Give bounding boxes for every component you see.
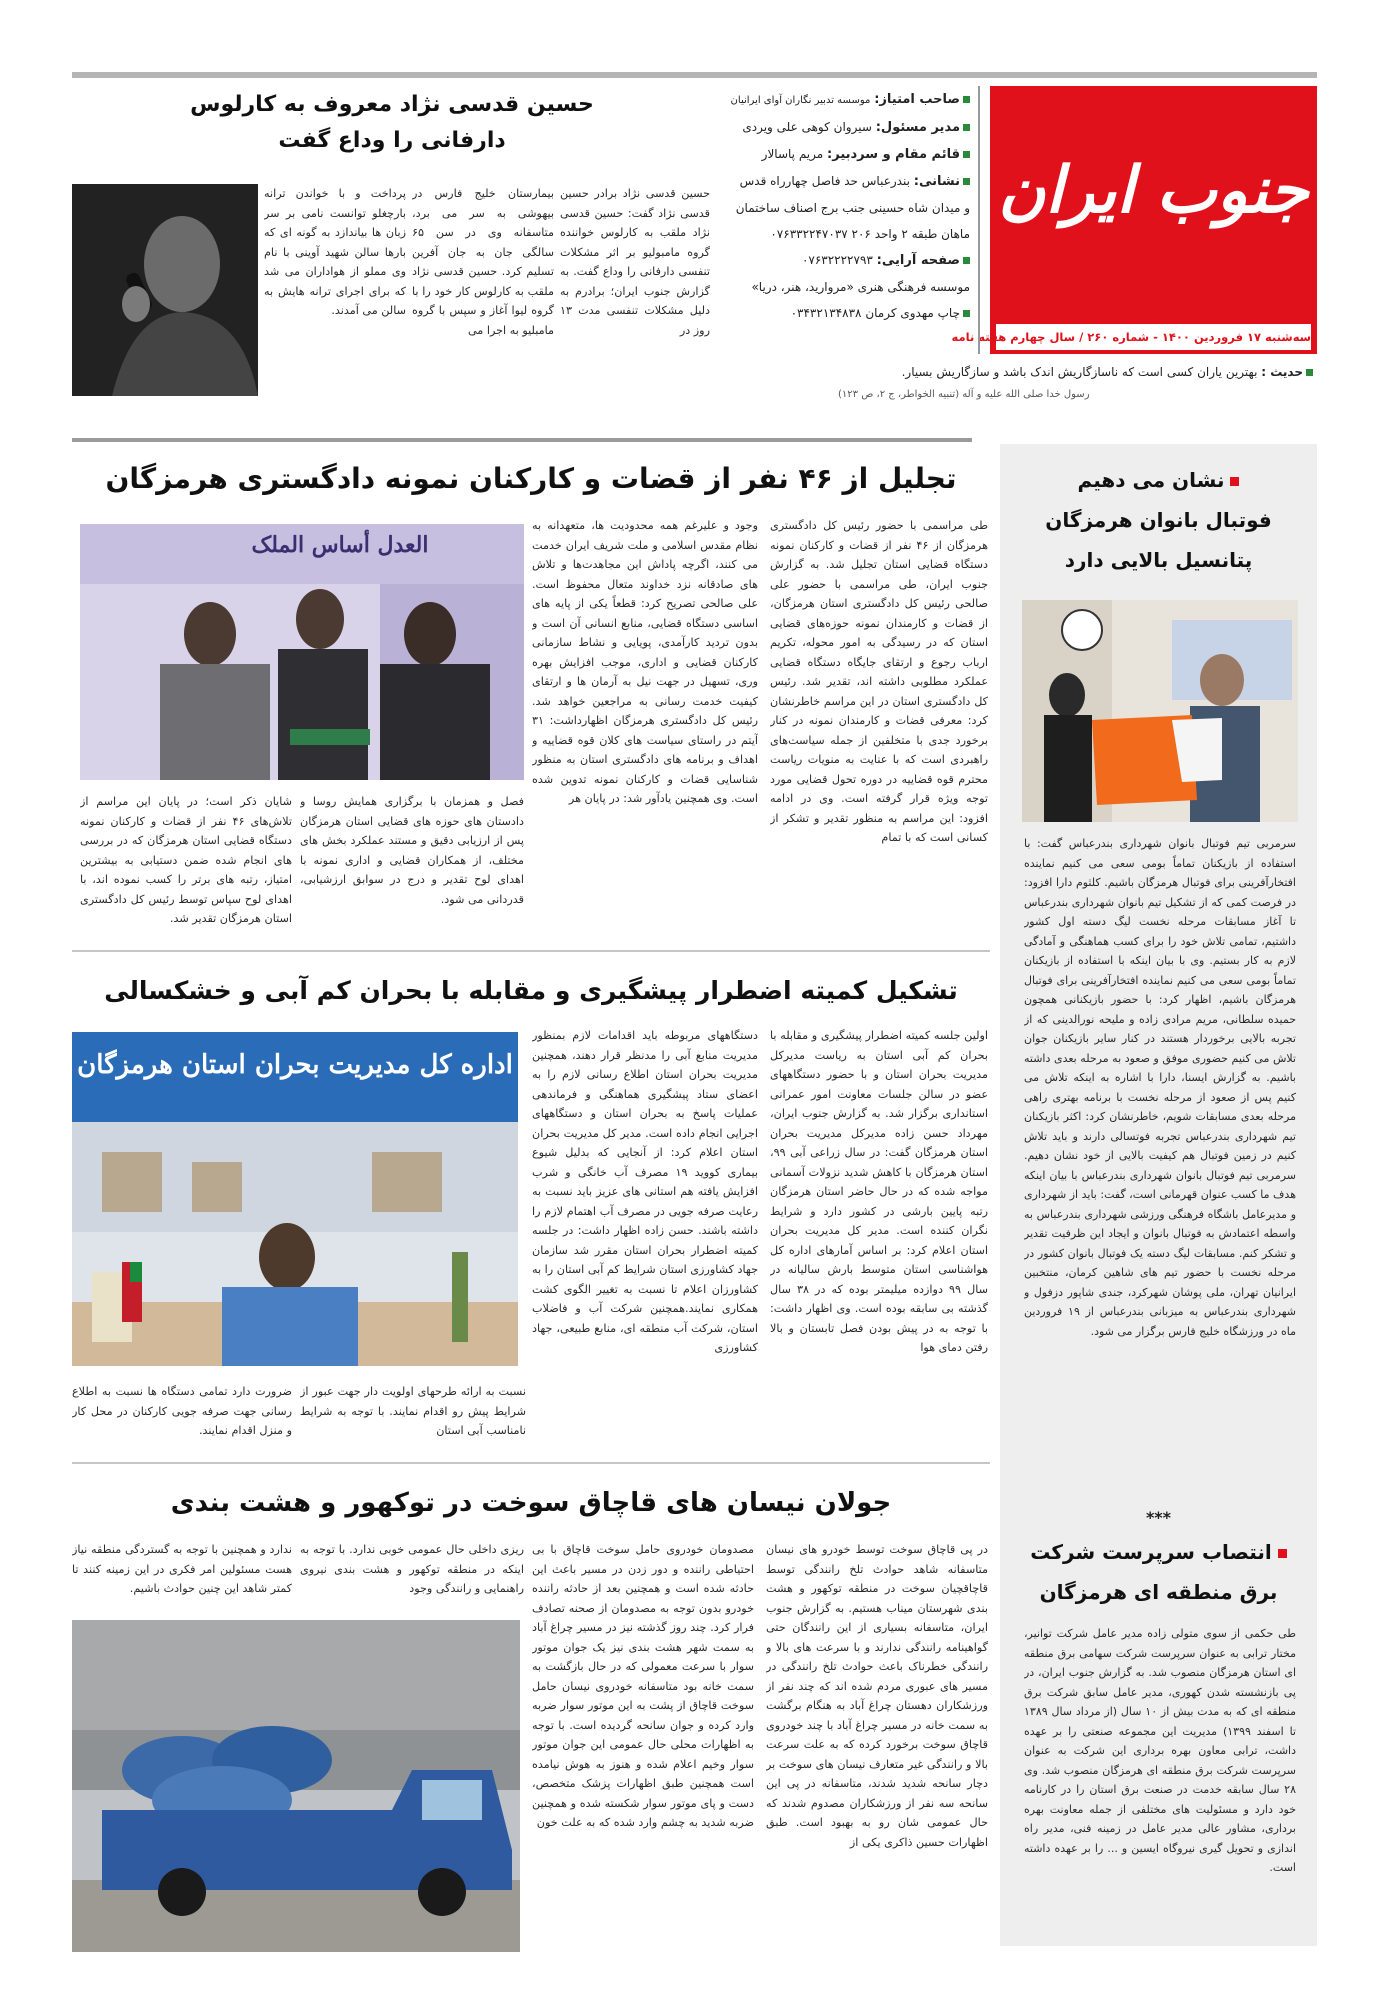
layout-org: موسسه فرهنگی هنری «مروارید، هنر، دریا» <box>751 280 970 294</box>
water-col-1: اولین جلسه کمیته اضطرار پیشگیری و مقابله با بحران کم آبی استان به ریاست مدیرکل مدیریت بحران استان و با حضور دستگاههای عضو در سالن جلسات معاونت امور عمرانی استانداری برگزار شد. به گزارش جنوب ایران، مهرداد حسن زاده مدیرکل مدیریت بحران استان هرمزگان گفت: در سال زراعی آبی ۹۹، استان هرمزگان با کاهش شدید نزولات آسمانی مواجه شده که در حال حاضر استان هرمزگان رتبه پایین بارشی در کشور دارد و شرایط نگران کننده است. مدیر کل مدیریت بحران استان اعلام کرد: بر اساس آمارهای اداره کل هواشناسی استان متوسط بارش سالیانه در سال ۹۹ دوازده میلیمتر بوده که در ۳۸ سال گذشته بی سابقه بوده است. وی اظهار داشت: با توجه به در پیش بودن فصل تابستان و بالا رفتن دمای هوا <box>770 1029 988 1354</box>
section-rule <box>72 950 990 952</box>
fuel-col-3: ریزی داخلی حال عمومی خوبی ندارد. با توجه به اینکه در منطقه توکهور و هشت بندی نیروی راهنمایی و رانندگی وجود <box>300 1543 524 1595</box>
director: سیروان کوهی علی ویردی <box>742 120 872 134</box>
water-col-3: نسبت به ارائه طرحهای اولویت دار جهت عبور از شرایط پیش رو اقدام نمایند. با توجه به شرایط نامناسب آبی استان <box>300 1385 526 1437</box>
judiciary-col-1: طی مراسمی با حضور رئیس کل دادگستری هرمزگان از ۴۶ نفر از قضات و کارکنان نمونه دستگاه قضایی استان تجلیل شد. به گزارش جنوب ایران، طی مراسمی با حضور علی صالحی رئیس کل دادگستری استان هرمزگان، از قضات و کارمندان نمونه حوزه‌های قضایی استان که در رسیدگی به امور محوله، تکریم ارباب رجوع و ارتقای جایگاه دستگاه قضایی عملکرد مطلوبی داشته اند، تقدیر شد. رئیس کل دادگستری استان در این مراسم خاطرنشان کرد: معرفی قضات و کارمندان نمونه در کنار برخورد جدی با متخلفین از جمله سیاست‌های راهبردی است که با عنایت به منویات ریاست محترم قوه قضاییه در دوره تحول قضایی مورد توجه ویژه قرار گرفته است. وی در ادامه افزود: این مراسم به منظور تقدیر و تشکر از کسانی است که با تمام <box>770 519 988 844</box>
top-rule <box>72 72 1317 78</box>
judiciary-col-3: فصل و همزمان با برگزاری همایش روسا و دادستان های حوزه های قضایی استان هرمزگان پس از ارزیابی دقیق و مستند عملکرد بخش های مختلف، از همکاران قضایی و اداری نمونه با اهدای لوح تقدیر و درج در سوابق ارزشیابی، قدردانی می شود. <box>300 795 524 906</box>
carlos-photo <box>72 184 258 396</box>
hadith <box>718 360 1317 416</box>
address-line-1: بندرعباس حد فاصل چهارراه قدس <box>739 174 910 188</box>
bullet-icon <box>963 310 970 317</box>
hadith-text: بهترین یاران کسی است که ناسازگاریش اندک باشد و سازگاریش بسیار. <box>901 365 1258 379</box>
issue-line <box>951 324 1311 350</box>
square-bullet-icon <box>1278 1549 1287 1558</box>
power-headline-2: برق منطقه ای هرمزگان <box>1039 1580 1278 1604</box>
layout-phone: ۰۷۶۳۲۲۲۲۷۹۳ <box>801 253 873 267</box>
masthead-logo: جنوب ایران <box>998 153 1309 228</box>
judiciary-headline: تجلیل از ۴۶ نفر از قضات و کارکنان نمونه دادگستری هرمزگان <box>105 462 957 495</box>
section-rule <box>72 438 972 442</box>
publisher: موسسه تدبیر نگاران آوای ایرانیان <box>730 95 871 106</box>
bullet-icon <box>963 96 970 103</box>
top-headline-1: حسین قدسی نژاد معروف به کارلوس <box>190 92 594 117</box>
bullet-icon <box>963 151 970 158</box>
judiciary-photo <box>80 524 524 780</box>
issue-line-text: سه‌شنبه ۱۷ فروردین ۱۴۰۰ - شماره ۲۶۰ / سال چهارم هفته نامه <box>951 330 1311 344</box>
fuel-photo <box>72 1620 520 1952</box>
football-body: سرمربی تیم فوتبال بانوان شهرداری بندرعباس گفت: با استفاده از بازیکنان تماماً بومی سعی می کنیم نماینده افتخارآفرینی برای فوتبال هرمزگان باشیم. کلثوم دارا افزود: در فرصت کمی که از تشکیل تیم بانوان شهرداری بندرعباس تا آغاز مسابقات مرحله نخست لیگ دسته اول کشور داشتیم، تمامی تلاش خود را برای کسب هماهنگی و آمادگی لازم به کار بستیم. وی با بیان اینکه با استفاده از بازیکنان تماماً بومی سعی می کنیم نماینده افتخارآفرینی برای فوتبال هرمزگان باشیم، اظهار کرد: با حضور بازیکنانی همچون حمیده سلطانی، مریم مرادی زاده و ملیحه نورالدینی که از تجربه بالایی برخوردار هستند در کنار سایر بازیکنان جوان تلاش می کنیم حضوری موفق و صعود به مرحله بعدی داشته باشیم. به گزارش ایسنا، دارا با اشاره به اینکه تلاش می کنیم پس از صعود از مرحله نخست با برنامه بهتری راهی مرحله بعدی مسابقات شویم، خاطرنشان کرد: اکثر بازیکنان تیم شهرداری بندرعباس تجربه فوتسالی دارند و باید تلاش کنیم در زمین فوتبال هم کیفیت بالایی از خود نشان دهیم. سرمربی تیم فوتبال بانوان شهرداری بندرعباس با بیان اینکه هدف ما کسب عنوان قهرمانی است، گفت: باید از شهرداری و مدیرعامل باشگاه فرهنگی ورزشی شهرداری بندرعباس به واسطه اعتمادش به فوتبال بانوان و ایجاد این ظرفیت تقدیر و تشکر کنم. مسابقات لیگ دسته یک فوتبال بانوان کشور در مرحله نخست با حضور تیم های شاهین کرمان، منتخبین ایرانیان تهران، ملی پوشان شهرکرد، جندی شاپور دزفول و شهرداری بندرعباس به میزبانی بندرعباس از ۱۹ فروردین ماه در ورزشگاه خلیج فارس برگزار می شود. <box>1024 837 1296 1338</box>
address-line-2: و میدان شاه حسینی جنب برج اصناف ساختمان <box>735 201 970 215</box>
football-headline-2: فوتبال بانوان هرمزگان <box>1045 508 1272 532</box>
editor: مریم پاسالار <box>761 147 824 161</box>
water-banner: اداره کل مدیریت بحران استان هرمزگان <box>77 1050 513 1080</box>
judiciary-banner: العدل أساس الملک <box>251 532 429 558</box>
address-line-3: ماهان طبقه ۲ واحد ۲۰۶ ۰۷۶۳۳۲۲۴۷۰۳۷ <box>770 227 970 241</box>
power-body: طی حکمی از سوی متولی زاده مدیر عامل شرکت توانیر، مختار ترابی به عنوان سرپرست شرکت سهامی برق منطقه ای استان هرمزگان منصوب شد. به گزارش جنوب ایران، در پی بازنشسته شدن کهوری، مدیر عامل سابق شرکت برق منطقه ای که به مدت بیش از ۱۰ سال (از مرداد سال ۱۳۸۹ تا اسفند ۱۳۹۹) مدیریت این مجموعه صنعتی را بر عهده داشت، ترابی معاون بهره برداری این شرکت به عنوان سرپرست شرکت برق منطقه ای هرمزگان منصوب شد. وی ۲۸ سال سابقه خدمت در صنعت برق استان را در کارنامه خود دارد و مسئولیت های مختلفی از جمله معاونت بهره برداری، مشاور عالی مدیر عامل در زمینه فنی، مدیر راه اندازی و تحویل گیری نیروگاه ایسین و ... را بر عهده داشته است. <box>1024 1627 1296 1874</box>
top-article-col-3: پرداخت و با خواندن ترانه بارچغلو توانست نامی بر سر زبان ها بیاندازد به گونه ای که بارها سالن شهید آوینی با نام وی مملو از هواداران می شد که برای اجرای ترانه هایش به سالن می آمدند. <box>264 187 406 317</box>
water-col-4: ضرورت دارد تمامی دستگاه ها نسبت به اطلاع رسانی جهت صرفه جویی کارکنان در محل کار و منزل اقدام نمایند. <box>72 1385 292 1437</box>
football-headline-1: نشان می دهیم <box>1000 462 1317 498</box>
water-headline: تشکیل کمیته اضطرار پیشگیری و مقابله با بحران کم آبی و خشکسالی <box>104 976 958 1005</box>
bullet-icon <box>963 124 970 131</box>
football-headline-3: پتانسیل بالایی دارد <box>1064 548 1253 572</box>
masthead-info: صاحب امتیاز: موسسه تدبیر نگاران آوای ایرانیان مدیر مسئول: سیروان کوهی علی ویردی قائم مقام و سردبیر: مریم پاسالار نشانی: بندرعباس حد فاصل چهارراه قدس و میدان شاه حسینی جنب برج اصناف ساختمان ماهان طبقه ۲ واحد ۲۰۶ ۰۷۶۳۳۲۲۴۷۰۳۷ صفحه آرایی: ۰۷۶۳۲۲۲۲۷۹۳ موسسه فرهنگی هنری «مروارید، هنر، دریا» چاپ مهدوی کرمان ۰۳۴۳۲۱۳۴۸۳۸ <box>718 86 980 354</box>
power-headline-1: انتصاب سرپرست شرکت <box>1000 1534 1317 1570</box>
top-article-col-1: حسین قدسی نژاد برادر حسین قدسی نژاد گفت: حسین قدسی نژاد ملقب به کارلوس خواننده گروه مامبولیو بر اثر مشکلات تنفسی دارفانی را وداع گفت. به گزارش جنوب ایران؛ برادرم به دلیل مشکلات تنفسی مدت ۱۳ روز در <box>560 187 710 337</box>
football-photo <box>1022 600 1298 822</box>
fuel-headline: جولان نیسان های قاچاق سوخت در توکهور و هشت بندی <box>170 1488 892 1518</box>
fuel-col-2: مصدومان خودروی حامل سوخت قاچاق با بی احتیاطی راننده و دور زدن در مسیر باعث این حادثه شده است و همچنین بعد از حادثه راننده خودرو بدون توجه به مصدومان از صحنه تصادف فرار کرد. چند روز گذشته نیز در مسیر چراغ آباد به سمت شهر هشت بندی نیز یک جوان موتور سوار با سرعت معمولی که در حال بازگشت به سمت خانه بود متاسفانه خودروی نیسان حامل سوخت قاچاق از پشت به این موتور سوار ضربه وارد کرده و جوان سانحه گردیده است. با توجه به اظهارات محلی حال عمومی این جوان موتور سوار وخیم اعلام شده و هنوز به هوش نیامده است همچنین طبق اظهارات پزشک متخصص، دست و پای موتور سوار شکسته شده و همچنین ضربه شدید به چشم وارد شده که به علت خون <box>532 1543 754 1829</box>
print-house: چاپ مهدوی کرمان ۰۳۴۳۲۱۳۴۸۳۸ <box>790 306 960 320</box>
top-headline-2: دارفانی را وداع گفت <box>278 128 506 153</box>
fuel-col-4: ندارد و همچنین با توجه به گستردگی منطقه نیاز هست مسئولین امر فکری در این زمینه کنند تا کمتر شاهد این چنین حوادث باشیم. <box>72 1543 292 1595</box>
bullet-icon <box>963 178 970 185</box>
hadith-label: حدیث : <box>1261 365 1303 379</box>
top-article-col-2: بیمارستان خلیج فارس در بیهوشی به سر می برد، متاسفانه وی در سن ۶۵ سالگی جان به جان آفرین تسلیم کرد. حسین قدسی نژاد ملقب به کارلوس کار خود را با گروه لیوا آغاز و سپس با گروه مامبلیو به اجرا می <box>412 187 554 337</box>
judiciary-col-2: وجود و علیرغم همه محدودیت ها، متعهدانه به نظام مقدس اسلامی و ملت شریف ایران خدمت می کنند، اگرچه پاداش این مجاهدت‌ها و تلاش های صادقانه نزد خداوند متعال محفوظ است. علی صالحی تصریح کرد: قطعاً یکی از پایه های اساسی دستگاه قضایی، منابع انسانی آن است و بدون تردید کارآمدی، پویایی و نشاط سازمانی کارکنان قضایی و اداری، موجب افزایش بهره وری، تسهیل در جهت نیل به آرمان ها و ارتقای کیفیت خدمت رسانی به مراجعین خواهد شد. رئیس کل دادگستری هرمزگان اظهارداشت: ۳۱ آیتم در راستای سیاست های کلان قوه قضاییه و اهداف و برنامه های دادگستری استان به منظور شناسایی قضات و کارکنان نمونه تدوین شده است. وی همچنین یادآور شد: در پایان هر <box>532 519 758 805</box>
judiciary-col-4: شایان ذکر است؛ در پایان این مراسم از تلاش‌های ۴۶ نفر از قضات و کارکنان نمونه دستگاه قضایی استان هرمزگان که در بررسی های انجام شده ضمن دستیابی به بیشترین امتیاز، رتبه های برتر را کسب نموده اند، با اهدای لوح سپاس توسط رئیس کل دادگستری استان هرمزگان تقدیر شد. <box>80 795 292 925</box>
section-rule <box>72 1462 990 1464</box>
fuel-col-1: در پی قاچاق سوخت توسط خودرو های نیسان متاسفانه شاهد حوادث تلخ رانندگی توسط قاچاقچیان سوخت در منطقه توکهور و هشت بندی شهرستان میناب هستیم. به گزارش جنوب ایران، متاسفانه بسیاری از این رانندگان حتی گواهینامه رانندگی ندارند و با سرعت های بالا و رانندگی خطرناک باعث حوادث تلخ رانندگی در مسیر های عبوری مردم شده اند که چند نفر از ورزشکاران دهستان چراغ آباد به هنگام برگشت به سمت خانه در مسیر چراغ آباد با چند خودروی قاچاق سوخت برخورد کرده که به علت سرعت بالا و رانندگی غیر متعارف نیسان های سوخت بر دچار سانحه شدید شدند، متاسفانه در پی این سانحه سه نفر از ورزشکاران مصدوم شدند که حال عمومی شان رو به بهبود است. طبق اظهارات حسین ذاکری یکی از <box>766 1543 988 1849</box>
bullet-icon <box>963 257 970 264</box>
water-photo <box>72 1032 518 1366</box>
square-bullet-icon <box>1230 477 1239 486</box>
hadith-source: رسول خدا صلی الله علیه و آله (تنبیه الخواطر، ج ۲، ص ۱۲۳) <box>838 389 1090 400</box>
water-col-2: دستگاههای مربوطه باید اقدامات لازم بمنظور مدیریت منابع آبی را مدنظر قرار دهند، همچنین مدیریت بحران استان اطلاع رسانی لازم را به اعضای ستاد پیشگیری هماهنگی و فرماندهی عملیات پاسخ به بحران استان و دستگاههای اجرایی انجام داده است. مدیر کل مدیریت بحران استان اعلام کرد: از آنجایی که بدلیل شیوع بیماری کووید ۱۹ مصرف آب خانگی و شرب افزایش یافته هم استانی های عزیز باید نسبت به رعایت صرفه جویی در مصرف آب اهتمام لازم را داشته باشند. حسن زاده اظهار داشت: در جلسه کمیته اضطرار بحران استان مقرر شد سازمان جهاد کشاورزی استان شرایط کم آبی استان را به کشاورزان اعلام تا نسبت به تغییر الگوی کشت همکاری نمایند.همچنین شرکت آب و فاضلاب استان، شرکت آب منطقه ای، منابع طبیعی، جهاد کشاورزی <box>532 1029 758 1354</box>
masthead-logo-box <box>951 86 1317 354</box>
bullet-icon <box>1306 369 1313 376</box>
sidebar-separator: *** <box>1145 1508 1172 1527</box>
